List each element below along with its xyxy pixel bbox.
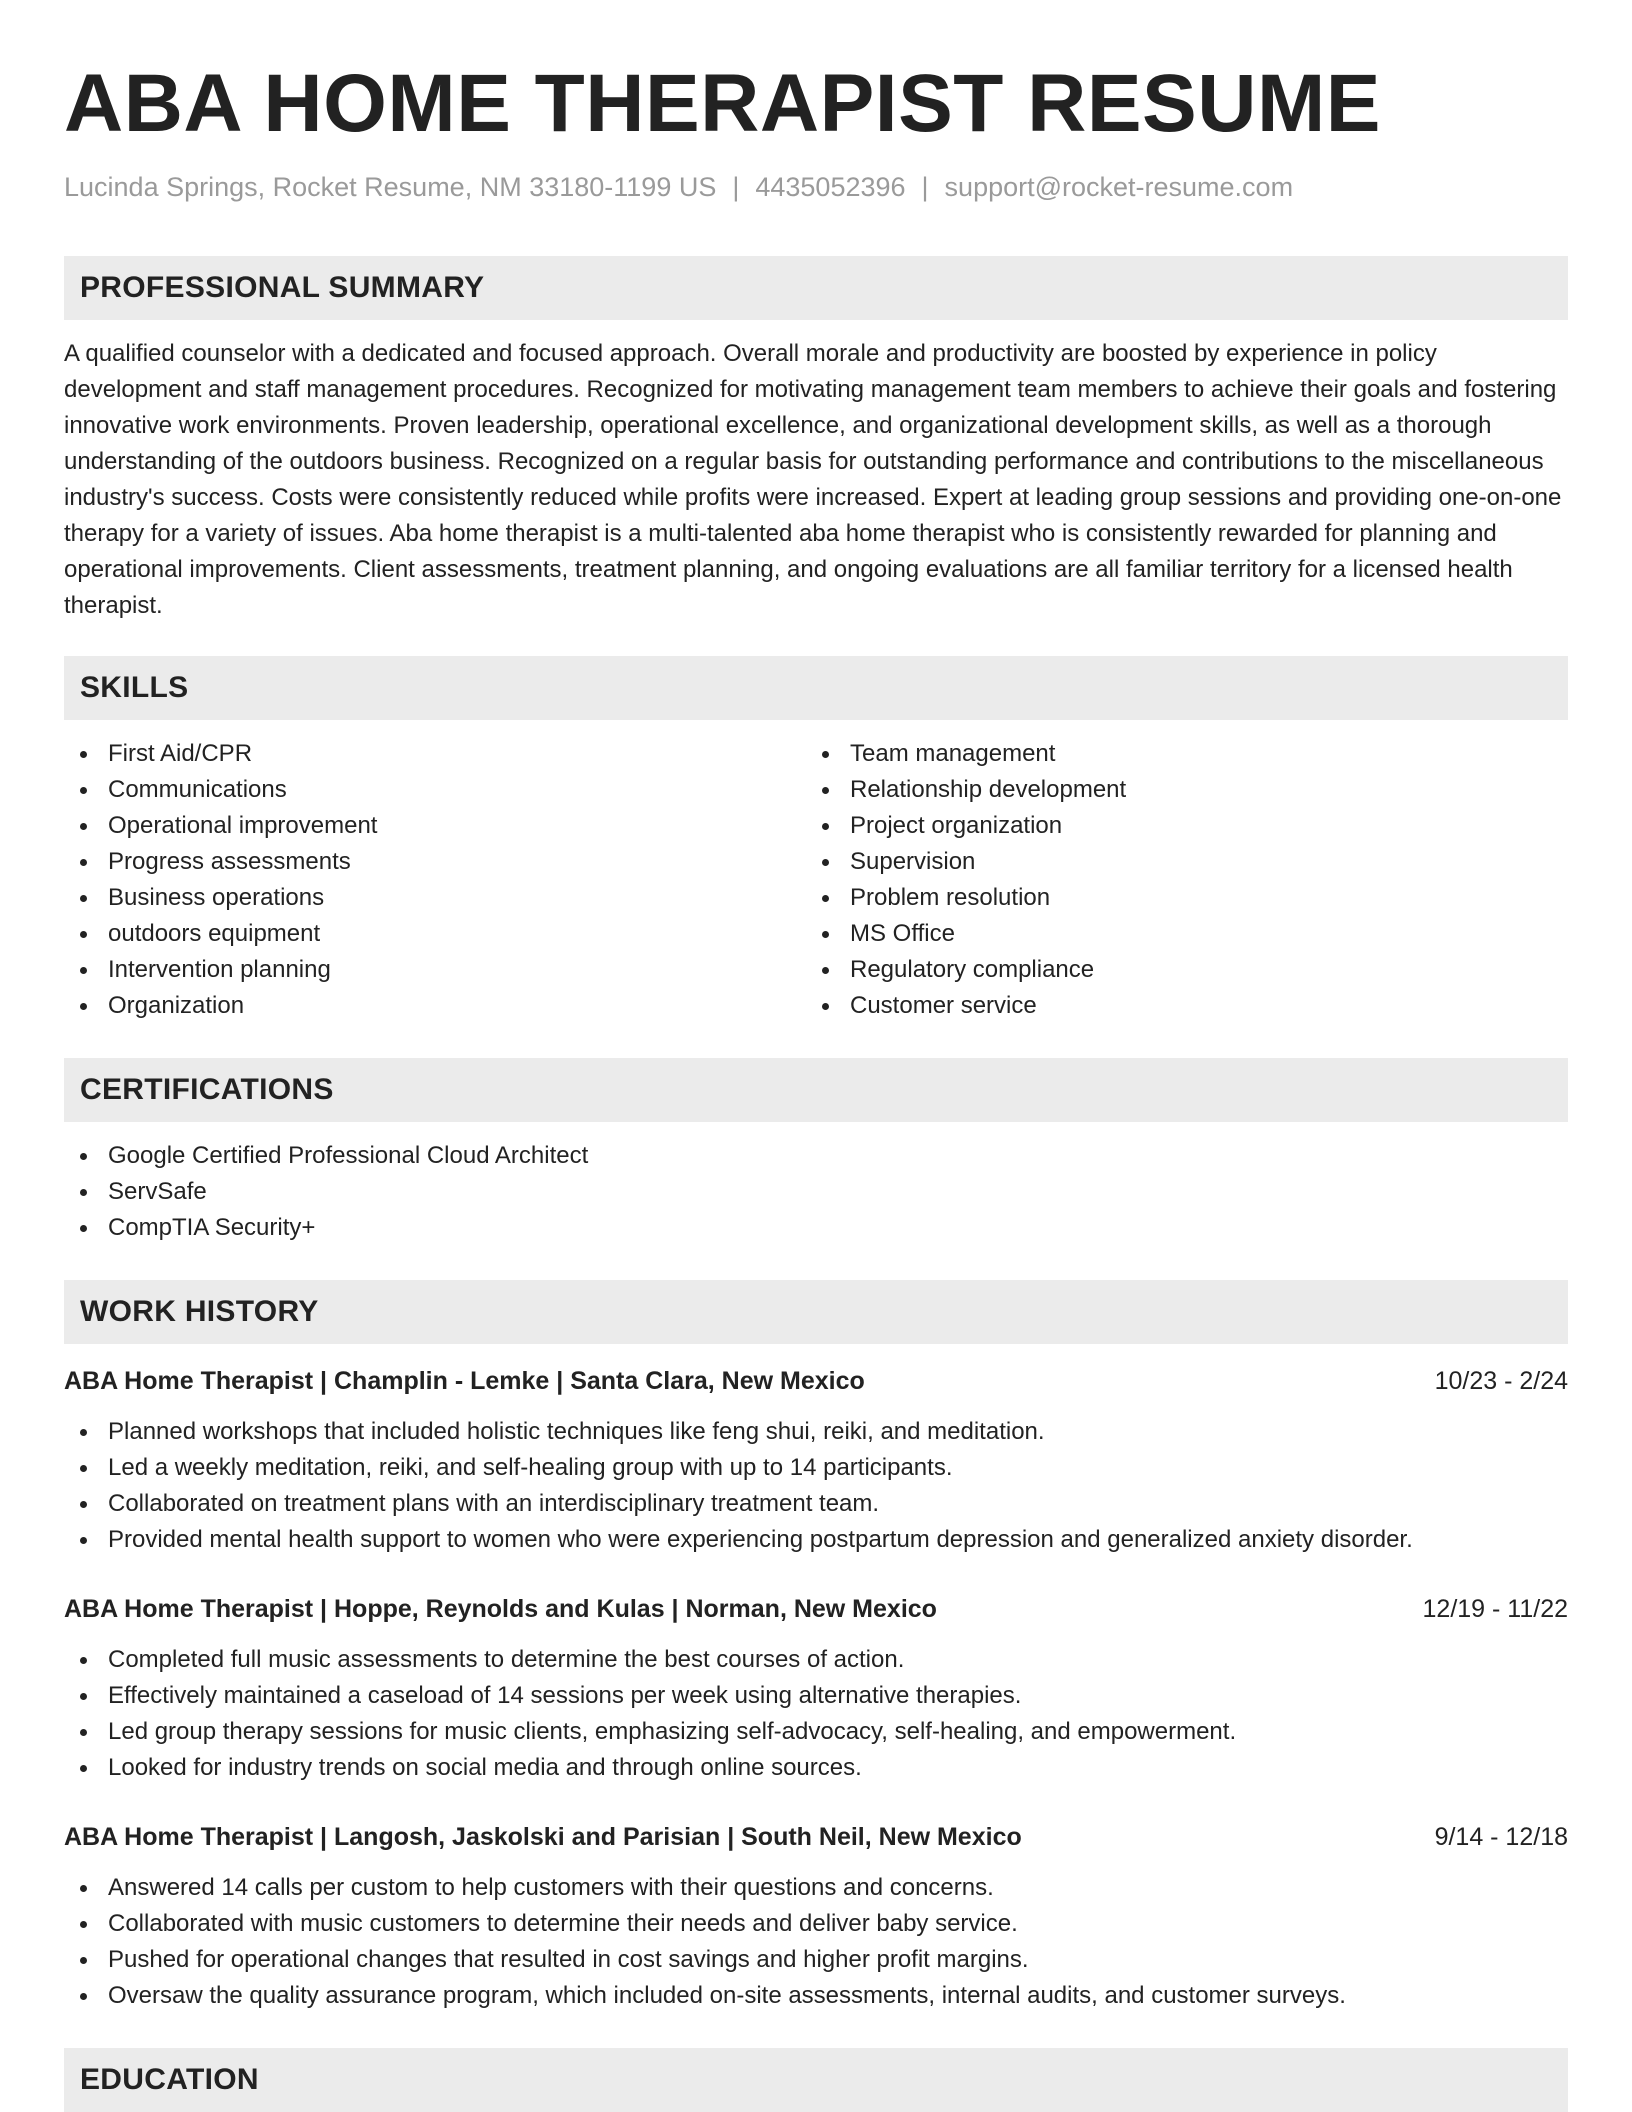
job-header bbox=[64, 1820, 1568, 1854]
skill-item: Relationship development bbox=[806, 772, 1548, 808]
skill-item: Operational improvement bbox=[64, 808, 806, 844]
job-entry bbox=[64, 1592, 1568, 1786]
skill-item: outdoors equipment bbox=[64, 916, 806, 952]
job-bullet: Answered 14 calls per custom to help customers with their questions and concerns. bbox=[64, 1870, 1568, 1906]
skill-item: First Aid/CPR bbox=[64, 736, 806, 772]
skills-list-left bbox=[64, 736, 806, 1024]
certification-item: CompTIA Security+ bbox=[64, 1210, 1568, 1246]
skill-item: Organization bbox=[64, 988, 806, 1024]
skill-item: MS Office bbox=[806, 916, 1548, 952]
contact-email: support@rocket-resume.com bbox=[944, 172, 1294, 202]
job-bullet: Led a weekly meditation, reiki, and self-healing group with up to 14 participants. bbox=[64, 1450, 1568, 1486]
skill-item: Intervention planning bbox=[64, 952, 806, 988]
section-heading-summary: PROFESSIONAL SUMMARY bbox=[64, 256, 1568, 320]
job-header bbox=[64, 1592, 1568, 1626]
job-bullet: Completed full music assessments to determine the best courses of action. bbox=[64, 1642, 1568, 1678]
job-entry bbox=[64, 1364, 1568, 1558]
skill-item: Team management bbox=[806, 736, 1548, 772]
skill-item: Communications bbox=[64, 772, 806, 808]
contact-line bbox=[64, 170, 1568, 204]
section-heading-skills: SKILLS bbox=[64, 656, 1568, 720]
job-header bbox=[64, 1364, 1568, 1398]
skill-item: Problem resolution bbox=[806, 880, 1548, 916]
skill-item: Progress assessments bbox=[64, 844, 806, 880]
skills-grid bbox=[64, 736, 1568, 1024]
contact-separator: | bbox=[921, 172, 929, 202]
skill-item: Supervision bbox=[806, 844, 1548, 880]
certification-item: ServSafe bbox=[64, 1174, 1568, 1210]
job-title: ABA Home Therapist | Champlin - Lemke | Santa Clara, New Mexico bbox=[64, 1367, 865, 1395]
job-bullet: Looked for industry trends on social media and through online sources. bbox=[64, 1750, 1568, 1786]
job-bullets bbox=[64, 1642, 1568, 1786]
skills-column-right bbox=[806, 736, 1548, 1024]
contact-phone: 4435052396 bbox=[755, 172, 906, 202]
section-heading-education: EDUCATION bbox=[64, 2048, 1568, 2112]
job-bullet: Collaborated with music customers to determine their needs and deliver baby service. bbox=[64, 1906, 1568, 1942]
job-dates: 9/14 - 12/18 bbox=[1434, 1823, 1568, 1851]
job-dates: 10/23 - 2/24 bbox=[1434, 1367, 1568, 1395]
section-heading-certifications: CERTIFICATIONS bbox=[64, 1058, 1568, 1122]
job-entry bbox=[64, 1820, 1568, 2014]
job-dates: 12/19 - 11/22 bbox=[1422, 1595, 1568, 1623]
job-bullets bbox=[64, 1870, 1568, 2014]
summary-text: A qualified counselor with a dedicated and focused approach. Overall morale and productivity are boosted by experience in policy development and staff management procedures. Recognized for motivating management team members to achieve their goals and fostering innovative work environments. Proven leadership, operational excellence, and organizational development skills, as well as a thorough understanding of the outdoors business. Recognized on a regular basis for outstanding performance and contributions to the miscellaneous industry's success. Costs were consistently reduced while profits were increased. Expert at leading group sessions and providing one-on-one therapy for a variety of issues. Aba home therapist is a multi-talented aba home therapist who is consistently rewarded for planning and operational improvements. Client assessments, treatment planning, and ongoing evaluations are all familiar territory for a licensed health therapist. bbox=[64, 340, 1562, 619]
job-bullet: Led group therapy sessions for music clients, emphasizing self-advocacy, self-healing, and empowerment. bbox=[64, 1714, 1568, 1750]
job-bullet: Pushed for operational changes that resulted in cost savings and higher profit margins. bbox=[64, 1942, 1568, 1978]
section-heading-work-history: WORK HISTORY bbox=[64, 1280, 1568, 1344]
job-bullet: Collaborated on treatment plans with an interdisciplinary treatment team. bbox=[64, 1486, 1568, 1522]
skill-item: Business operations bbox=[64, 880, 806, 916]
skills-column-left bbox=[64, 736, 806, 1024]
contact-separator: | bbox=[732, 172, 740, 202]
contact-address: Lucinda Springs, Rocket Resume, NM 33180-1199 US bbox=[64, 172, 717, 202]
job-bullet: Planned workshops that included holistic techniques like feng shui, reiki, and meditation. bbox=[64, 1414, 1568, 1450]
certification-item: Google Certified Professional Cloud Architect bbox=[64, 1138, 1568, 1174]
job-bullets bbox=[64, 1414, 1568, 1558]
skill-item: Regulatory compliance bbox=[806, 952, 1548, 988]
job-bullet: Effectively maintained a caseload of 14 sessions per week using alternative therapies. bbox=[64, 1678, 1568, 1714]
job-bullet: Oversaw the quality assurance program, which included on-site assessments, internal audits, and customer surveys. bbox=[64, 1978, 1568, 2014]
skill-item: Project organization bbox=[806, 808, 1548, 844]
certifications-list bbox=[64, 1138, 1568, 1246]
skills-list-right bbox=[806, 736, 1548, 1024]
resume-title: ABA HOME THERAPIST RESUME bbox=[64, 58, 1381, 149]
job-title: ABA Home Therapist | Langosh, Jaskolski and Parisian | South Neil, New Mexico bbox=[64, 1823, 1022, 1851]
job-bullet: Provided mental health support to women who were experiencing postpartum depression and generalized anxiety disorder. bbox=[64, 1522, 1568, 1558]
job-title: ABA Home Therapist | Hoppe, Reynolds and Kulas | Norman, New Mexico bbox=[64, 1595, 937, 1623]
skill-item: Customer service bbox=[806, 988, 1548, 1024]
